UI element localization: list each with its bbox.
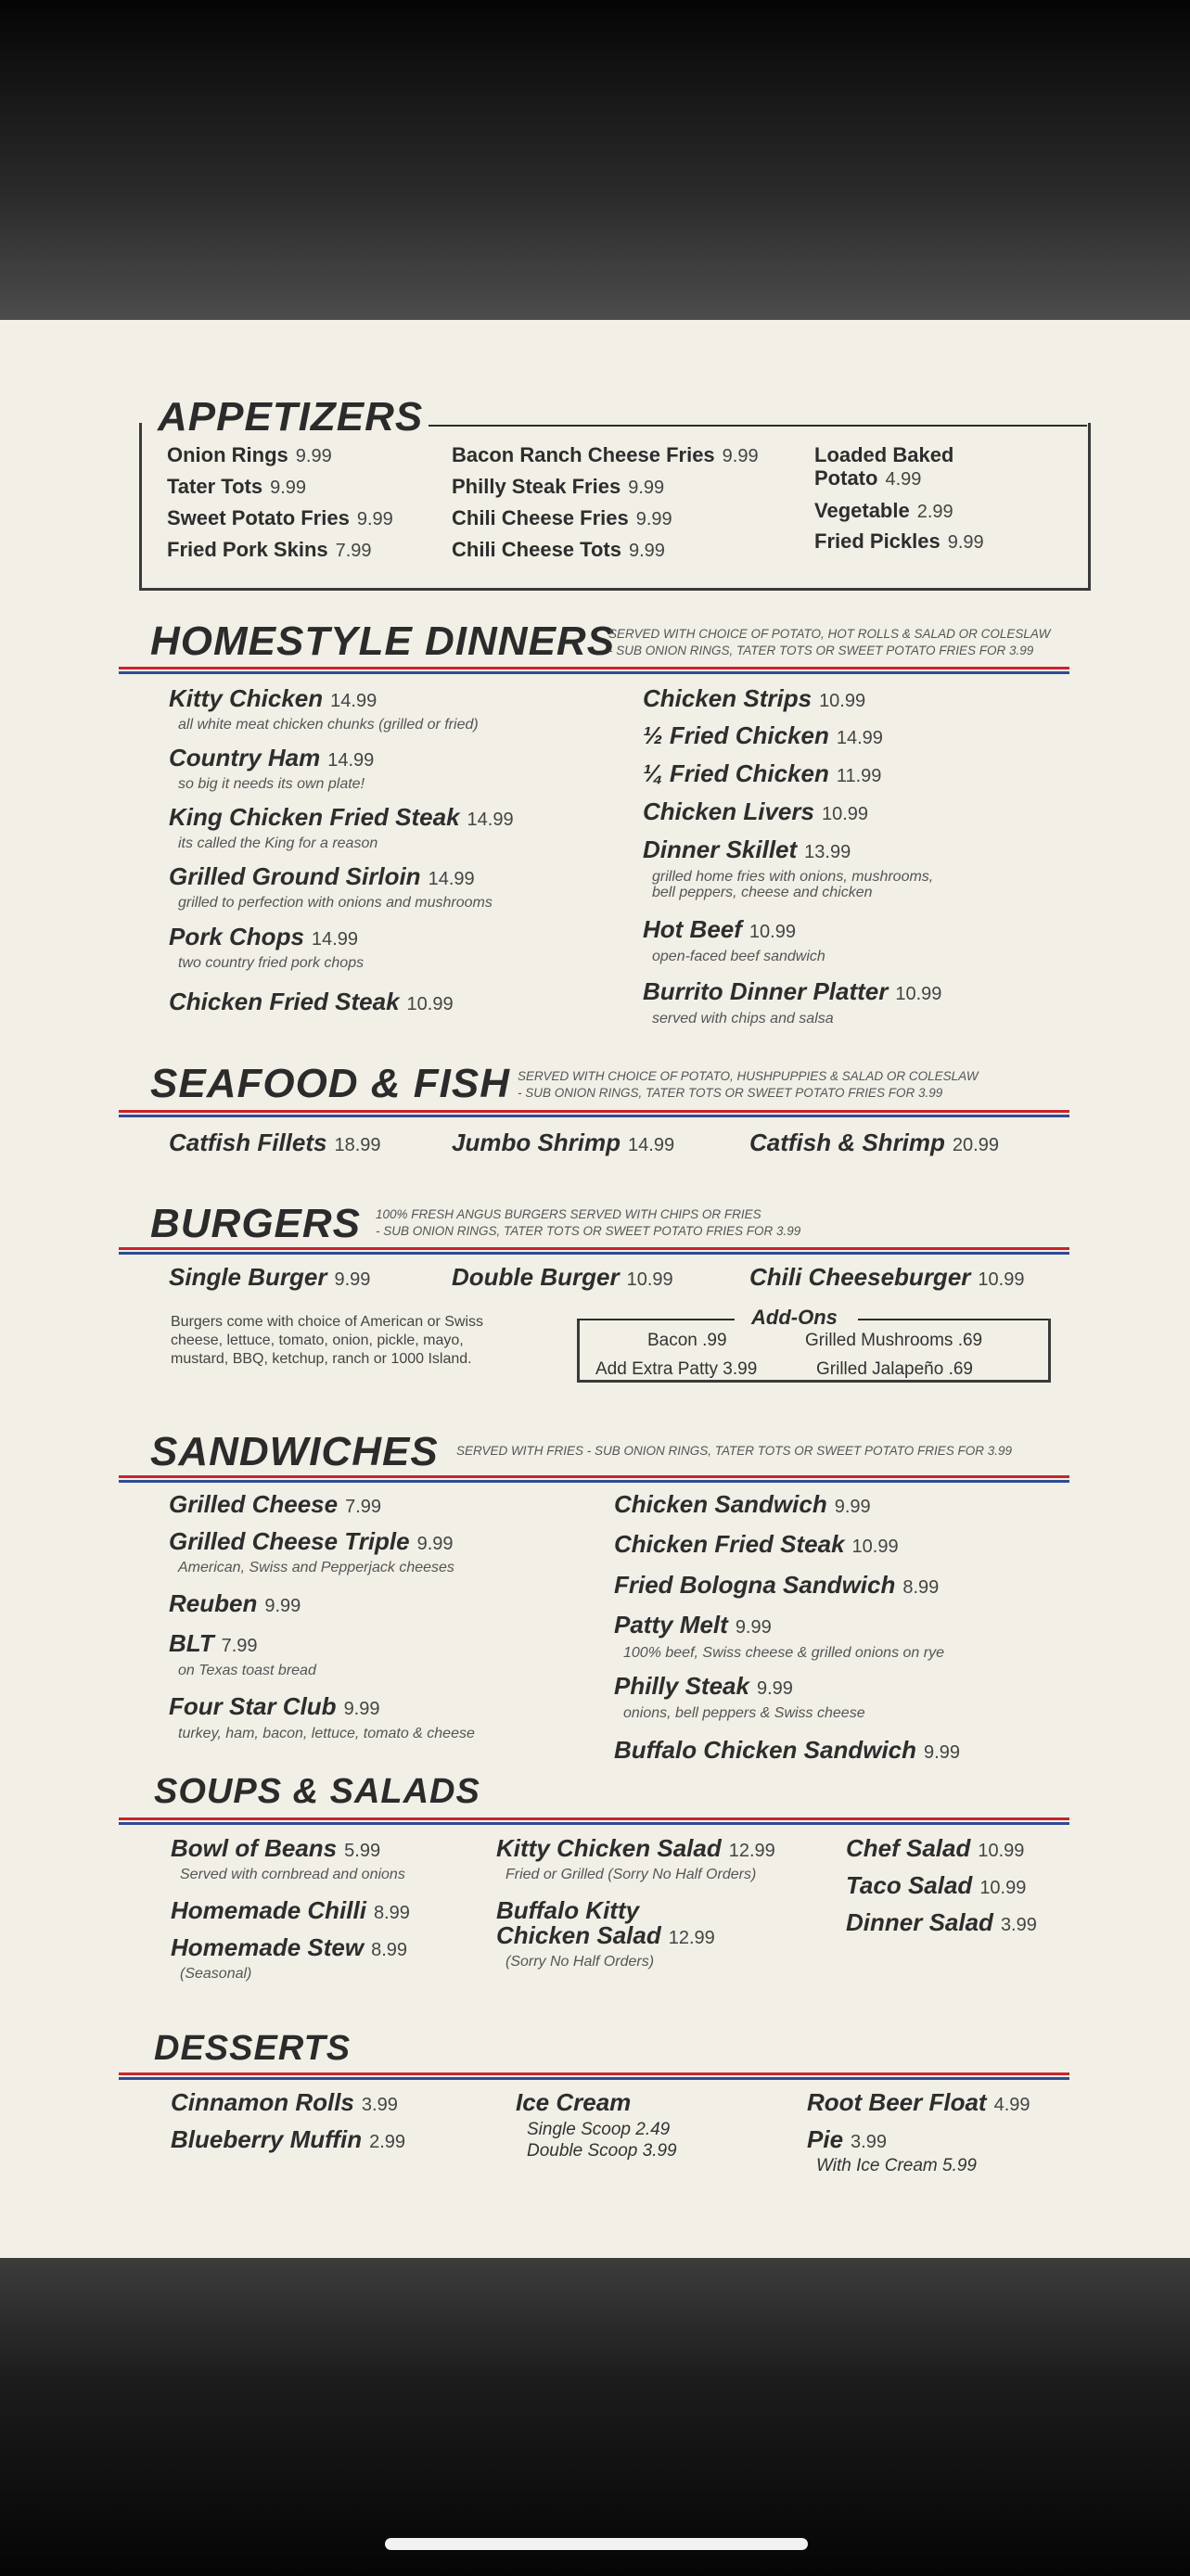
appetizer-item: Tater Tots 9.99 [167,475,307,498]
appetizer-item: Chili Cheese Tots 9.99 [452,538,665,561]
dinner-item: Pork Chops 14.99 [169,923,358,950]
top-dark-area [0,0,1190,320]
appetizer-item: Bacon Ranch Cheese Fries 9.99 [452,443,759,466]
soup-item: Bowl of Beans 5.99 [171,1834,381,1862]
sandwich-desc: on Texas toast bread [178,1663,316,1678]
dinner-desc: grilled home fries with onions, mushrooms, [652,869,934,885]
dinner-item: Kitty Chicken 14.99 [169,684,377,712]
sandwich-item: Chicken Sandwich 9.99 [614,1490,871,1518]
burgers-heading: BURGERS [150,1201,362,1246]
sandwiches-heading: SANDWICHES [150,1429,439,1474]
addons-title: Add-Ons [751,1306,838,1329]
dinner-item: King Chicken Fried Steak 14.99 [169,803,514,831]
dinner-desc: grilled to perfection with onions and mushrooms [178,895,493,911]
dessert-item: Blueberry Muffin 2.99 [171,2125,406,2153]
dinner-item: Country Ham 14.99 [169,744,375,772]
desserts-rule [119,2072,1069,2075]
dessert-item: Root Beer Float 4.99 [807,2088,1030,2116]
salad-desc: (Sorry No Half Orders) [505,1954,655,1970]
dinner-item: ½ Fried Chicken 14.99 [643,721,883,749]
dinner-desc: open-faced beef sandwich [652,949,825,964]
burgers-rule [119,1247,1069,1250]
homestyle-note: SERVED WITH CHOICE OF POTATO, HOT ROLLS & SALAD OR COLESLAW [608,627,1051,641]
salad-item-line1: Buffalo Kitty [496,1896,640,1924]
dinner-desc: bell peppers, cheese and chicken [652,885,873,900]
addon-patty: Add Extra Patty 3.99 [595,1359,758,1379]
appetizer-item: Fried Pork Skins 7.99 [167,538,372,561]
sandwich-desc: turkey, ham, bacon, lettuce, tomato & cheese [178,1726,475,1741]
sandwich-item: Philly Steak 9.99 [614,1672,793,1700]
sandwich-item: Four Star Club 9.99 [169,1692,380,1720]
homestyle-rule [119,667,1069,670]
seafood-note: - SUB ONION RINGS, TATER TOTS OR SWEET POTATO FRIES FOR 3.99 [518,1086,943,1100]
dinner-desc: served with chips and salsa [652,1011,834,1027]
desserts-heading: DESSERTS [154,2029,352,2068]
sandwich-item: Grilled Cheese Triple 9.99 [169,1527,454,1555]
burger-toppings-desc: Burgers come with choice of American or Swiss [171,1314,484,1330]
dinner-desc: two country fried pork chops [178,955,365,971]
soups-heading: SOUPS & SALADS [154,1772,480,1811]
dinner-item: Burrito Dinner Platter 10.99 [643,977,942,1005]
sandwich-item: Chicken Fried Steak 10.99 [614,1530,899,1558]
dinner-item: Chicken Livers 10.99 [643,797,869,825]
addon-mushrooms: Grilled Mushrooms .69 [805,1331,983,1350]
soup-item: Homemade Chilli 8.99 [171,1896,410,1924]
dessert-item: Pie 3.99 [807,2125,887,2153]
burger-item: Single Burger 9.99 [169,1263,371,1291]
seafood-item: Jumbo Shrimp 14.99 [452,1129,675,1156]
sandwich-item: Patty Melt 9.99 [614,1611,772,1639]
salad-desc: Fried or Grilled (Sorry No Half Orders) [505,1867,757,1882]
soup-desc: (Seasonal) [180,1966,252,1982]
menu-sheet [0,320,1190,2258]
dinner-item: ¼ Fried Chicken 11.99 [643,759,882,787]
salad-item-line2: Chicken Salad 12.99 [496,1921,715,1949]
seafood-item: Catfish & Shrimp 20.99 [749,1129,999,1156]
dinner-item: Dinner Skillet 13.99 [643,835,851,863]
dessert-item: Cinnamon Rolls 3.99 [171,2088,398,2116]
soup-item: Homemade Stew 8.99 [171,1933,408,1961]
appetizer-item-loaded-line1: Loaded Baked [814,443,954,466]
appetizer-item: Philly Steak Fries 9.99 [452,475,665,498]
addons-rule-left [577,1319,735,1320]
dinner-item: Chicken Strips 10.99 [643,684,866,712]
burger-item: Chili Cheeseburger 10.99 [749,1263,1025,1291]
burger-toppings-desc: cheese, lettuce, tomato, onion, pickle, mayo, [171,1333,464,1348]
appetizer-item: Onion Rings 9.99 [167,443,332,466]
appetizer-item: Sweet Potato Fries 9.99 [167,506,393,529]
sandwich-item: Grilled Cheese 7.99 [169,1490,382,1518]
sandwich-desc: onions, bell peppers & Swiss cheese [623,1705,865,1721]
salad-item: Taco Salad 10.99 [846,1871,1027,1899]
burger-toppings-desc: mustard, BBQ, ketchup, ranch or 1000 Island. [171,1351,472,1367]
dessert-double-scoop: Double Scoop 3.99 [527,2141,677,2161]
burgers-note: 100% FRESH ANGUS BURGERS SERVED WITH CHIPS OR FRIES [376,1207,761,1221]
dinner-desc: its called the King for a reason [178,835,378,851]
sandwich-item: Fried Bologna Sandwich 8.99 [614,1571,940,1599]
sandwich-item: Buffalo Chicken Sandwich 9.99 [614,1736,960,1764]
seafood-note: SERVED WITH CHOICE OF POTATO, HUSHPUPPIES & SALAD OR COLESLAW [518,1069,979,1083]
appetizer-item-loaded-line2: Potato 4.99 [814,466,922,490]
seafood-item: Catfish Fillets 18.99 [169,1129,381,1156]
addon-bacon: Bacon .99 [647,1331,727,1350]
salad-item: Dinner Salad 3.99 [846,1908,1037,1936]
sandwich-item: Reuben 9.99 [169,1589,301,1617]
sandwiches-note: SERVED WITH FRIES - SUB ONION RINGS, TATER TOTS OR SWEET POTATO FRIES FOR 3.99 [456,1444,1013,1458]
home-indicator[interactable] [385,2538,808,2550]
addons-rule-right [858,1319,1048,1320]
appetizers-heading: APPETIZERS [158,394,424,440]
seafood-heading: SEAFOOD & FISH [150,1061,511,1106]
sandwich-desc: 100% beef, Swiss cheese & grilled onions on rye [623,1645,944,1661]
soups-rule [119,1817,1069,1820]
appetizer-item: Chili Cheese Fries 9.99 [452,506,672,529]
sandwiches-rule [119,1475,1069,1478]
salad-item: Kitty Chicken Salad 12.99 [496,1834,775,1862]
burgers-note: - SUB ONION RINGS, TATER TOTS OR SWEET POTATO FRIES FOR 3.99 [376,1224,801,1238]
burger-item: Double Burger 10.99 [452,1263,673,1291]
dinner-item: Grilled Ground Sirloin 14.99 [169,862,475,890]
homestyle-heading: HOMESTYLE DINNERS [150,618,616,664]
dinner-desc: so big it needs its own plate! [178,776,365,792]
dessert-item-icecream: Ice Cream [516,2088,632,2116]
dessert-pie-desc: With Ice Cream 5.99 [816,2156,978,2175]
soup-desc: Served with cornbread and onions [180,1867,405,1882]
salad-item: Chef Salad 10.99 [846,1834,1025,1862]
sandwich-item: BLT 7.99 [169,1629,258,1657]
dessert-single-scoop: Single Scoop 2.49 [527,2120,671,2139]
homestyle-note: - SUB ONION RINGS, TATER TOTS OR SWEET POTATO FRIES FOR 3.99 [608,644,1034,657]
dinner-item: Chicken Fried Steak 10.99 [169,988,454,1015]
bottom-dark-area [0,2258,1190,2576]
seafood-rule [119,1110,1069,1113]
appetizer-item: Fried Pickles 9.99 [814,529,984,553]
addon-jalapeno: Grilled Jalapeño .69 [816,1359,973,1379]
dinner-desc: all white meat chicken chunks (grilled or fried) [178,717,479,733]
appetizer-item: Vegetable 2.99 [814,499,953,522]
sandwich-desc: American, Swiss and Pepperjack cheeses [178,1560,454,1575]
dinner-item: Hot Beef 10.99 [643,915,796,943]
